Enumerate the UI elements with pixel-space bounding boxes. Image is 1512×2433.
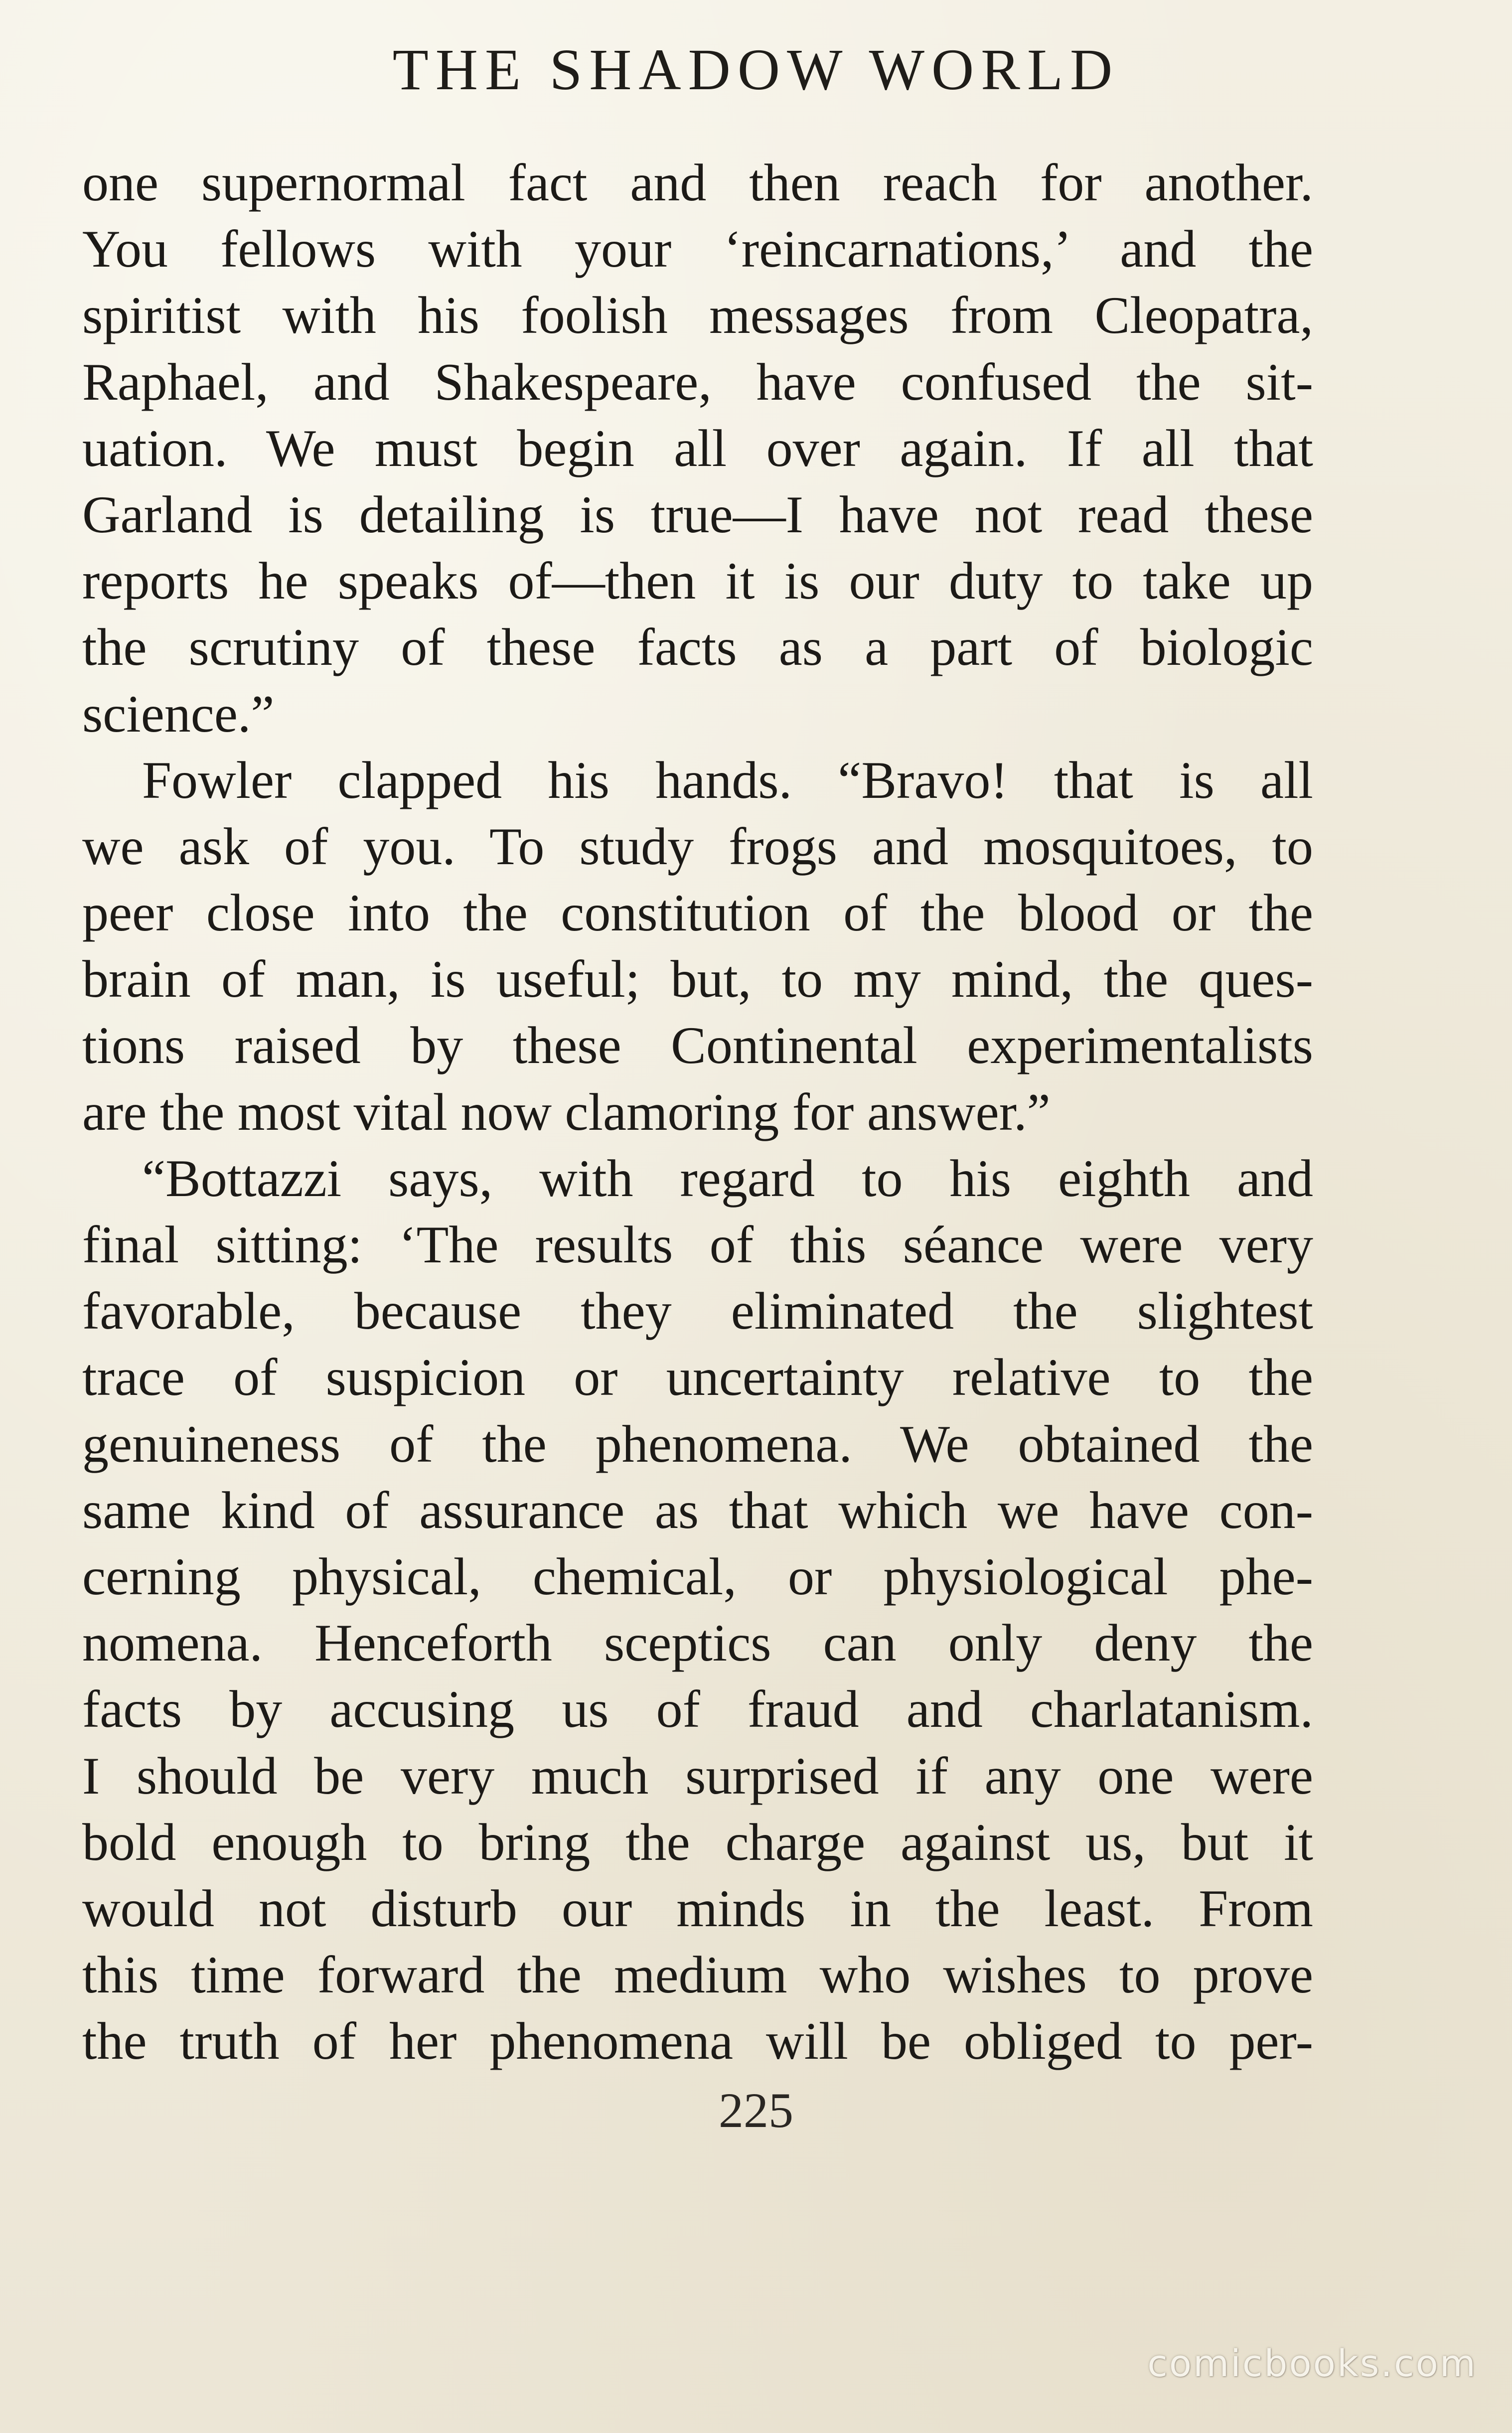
text-line: the truth of her phenomena will be obliged to per- bbox=[82, 2012, 1313, 2071]
text-line: one supernormal fact and then reach for another. bbox=[82, 153, 1313, 212]
text-line: reports he speaks of—then it is our duty to take up bbox=[82, 552, 1313, 610]
text-line: “Bottazzi says, with regard to his eighth and bbox=[142, 1149, 1313, 1208]
running-head: THE SHADOW WORLD bbox=[392, 37, 1120, 102]
text-line: science.” bbox=[82, 684, 275, 743]
text-line: Raphael, and Shakespeare, have confused the sit- bbox=[82, 352, 1313, 411]
text-line: peer close into the constitution of the blood or the bbox=[82, 884, 1313, 942]
page-number: 225 bbox=[719, 2083, 793, 2138]
text-line: trace of suspicion or uncertainty relative to the bbox=[82, 1348, 1313, 1407]
text-line: same kind of assurance as that which we have con- bbox=[82, 1481, 1313, 1539]
text-line: are the most vital now clamoring for answer.” bbox=[82, 1082, 1051, 1141]
text-line: Fowler clapped his hands. “Bravo! that is all bbox=[142, 751, 1313, 809]
text-line: facts by accusing us of fraud and charlatanism. bbox=[82, 1680, 1313, 1739]
watermark: comicbooks.com bbox=[1147, 2342, 1477, 2385]
text-line: uation. We must begin all over again. If all that bbox=[82, 419, 1313, 477]
text-line: Garland is detailing is true—I have not read these bbox=[82, 485, 1313, 544]
text-line: would not disturb our minds in the least. From bbox=[82, 1879, 1313, 1938]
text-line: genuineness of the phenomena. We obtained the bbox=[82, 1414, 1313, 1473]
text-line: You fellows with your ‘reincarnations,’ and the bbox=[82, 220, 1313, 279]
text-line: we ask of you. To study frogs and mosquitoes, to bbox=[82, 817, 1313, 876]
text-line: the scrutiny of these facts as a part of biologic bbox=[82, 618, 1313, 677]
text-line: bold enough to bring the charge against us, but it bbox=[82, 1813, 1313, 1871]
text-line: tions raised by these Continental experimentalists bbox=[82, 1016, 1313, 1075]
body-text bbox=[82, 150, 1313, 2074]
text-line: cerning physical, chemical, or physiological phe- bbox=[82, 1547, 1313, 1606]
text-line: I should be very much surprised if any one were bbox=[82, 1746, 1313, 1805]
text-line: final sitting: ‘The results of this séance were very bbox=[82, 1216, 1313, 1274]
text-line: spiritist with his foolish messages from Cleopatra, bbox=[82, 286, 1313, 345]
text-line: favorable, because they eliminated the slightest bbox=[82, 1282, 1313, 1341]
text-line: this time forward the medium who wishes to prove bbox=[82, 1946, 1313, 2004]
text-line: brain of man, is useful; but, to my mind, the ques- bbox=[82, 950, 1313, 1009]
text-line: nomena. Henceforth sceptics can only deny the bbox=[82, 1614, 1313, 1673]
